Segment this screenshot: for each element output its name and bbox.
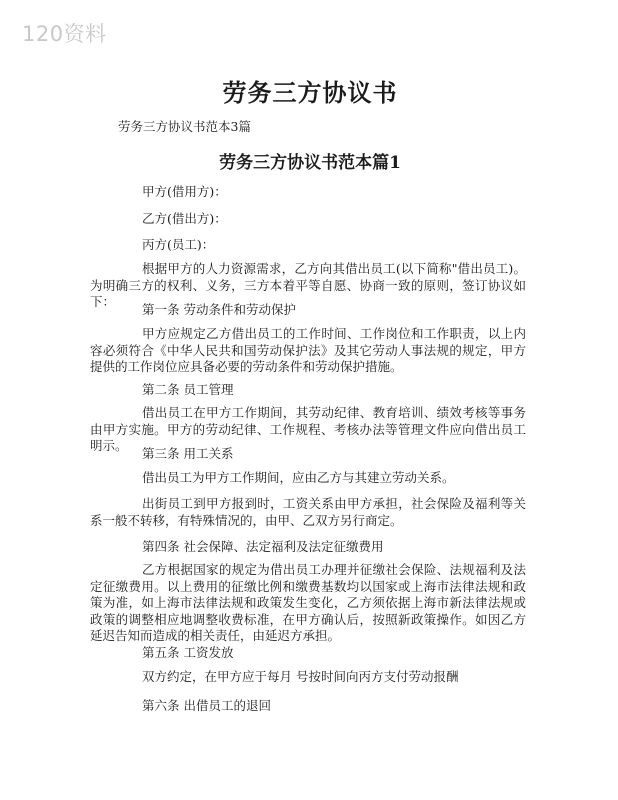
intro-paragraph: 根据甲方的人力资源需求，乙方向其借出员工(以下简称"借出员工)。为明确三方的权利、义务，三方本着平等自愿、协商一致的原则，签订协议如下：: [90, 261, 526, 309]
article-heading: 第四条 社会保障、法定福利及法定征缴费用: [142, 539, 384, 554]
watermark-logo: 120资料: [22, 22, 107, 46]
article-heading: 第一条 劳动条件和劳动保护: [142, 302, 296, 317]
article-paragraph: 借出员工在甲方工作期间，其劳动纪律、教育培训、绩效考核等事务由甲方实施。甲方的劳动纪律、工作规程、考核办法等管理文件应向借出员工明示。: [90, 405, 526, 453]
article-paragraph: 乙方根据国家的规定为借出员工办理并征缴社会保险、法规福利及法定征缴费用。以上费用的征缴比例和缴费基数均以国家或上海市法律法规和政策为准，如上海市法律法规和政策发生变化，乙方须依据上海市新法律法规或政策的调整相应地调整收费标准，在甲方确认后，按照新政策操作。如因乙方延迟告知而造成的相关责任，由延迟方承担。: [90, 562, 526, 643]
document-subtitle: 劳务三方协议书范本3篇: [118, 119, 251, 134]
article-heading: 第二条 员工管理: [142, 382, 234, 397]
document-title: 劳务三方协议书: [222, 78, 398, 107]
article-heading: 第三条 用工关系: [142, 446, 234, 461]
article-heading: 第六条 出借员工的退回: [142, 698, 271, 713]
party-b-line: 乙方(借出方)：: [142, 211, 227, 226]
article-heading: 第五条 工资发放: [142, 645, 234, 660]
section-title: 劳务三方协议书范本篇1: [219, 153, 401, 173]
article-paragraph: 甲方应规定乙方借出员工的工作时间、工作岗位和工作职责，以上内容必须符合《中华人民共和国劳动保护法》及其它劳动人事法规的规定，甲方提供的工作岗位应具备必要的劳动条件和劳动保护措施。: [90, 326, 526, 374]
party-c-line: 丙方(员工)：: [142, 237, 215, 252]
article-paragraph: 借出员工为甲方工作期间，应由乙方与其建立劳动关系。: [142, 470, 455, 485]
article-paragraph: 出街员工到甲方报到时，工资关系由甲方承担，社会保险及福利等关系一般不转移，有特殊情况的，由甲、乙双方另行商定。: [90, 496, 526, 528]
article-paragraph: 双方约定，在甲方应于每月 号按时间向丙方支付劳动报酬: [142, 669, 459, 684]
party-a-line: 甲方(借用方)：: [142, 184, 227, 199]
